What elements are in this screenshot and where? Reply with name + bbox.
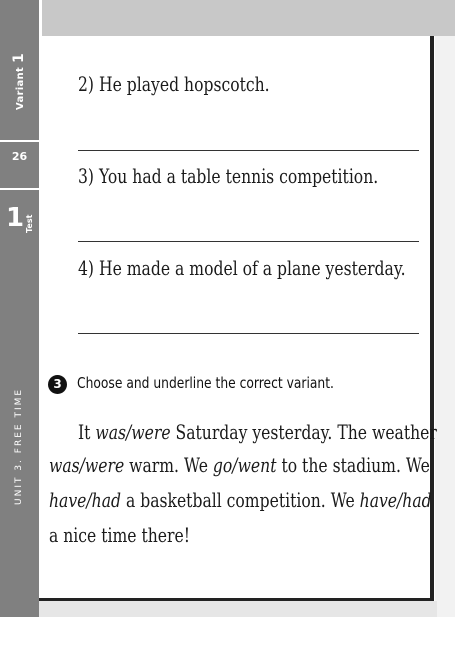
variant-label (6, 38, 32, 138)
exercise-instruction: Choose and underline the correct variant. (77, 374, 334, 392)
answer-line (78, 150, 419, 151)
sentence-2: 2) He played hopscotch. (78, 72, 270, 96)
choice-option: was/were (95, 420, 171, 444)
exercise-text: to the stadium. We (276, 453, 430, 477)
unit-label: UNIT 3. FREE TIME (14, 387, 24, 505)
choice-option: have/had (359, 488, 432, 512)
sidebar-divider (0, 140, 39, 142)
exercise-text: a nice time there! (49, 523, 190, 547)
page-number: 26 (11, 150, 28, 163)
test-label (4, 205, 36, 245)
answer-line (78, 333, 419, 334)
frame-shadow (39, 601, 437, 617)
sidebar-divider (0, 188, 39, 190)
exercise-text: Saturday yesterday. The weather (170, 420, 437, 444)
test-word: Test (25, 214, 34, 233)
sentence-4: 4) He made a model of a plane yesterday. (78, 256, 406, 280)
content-frame (39, 36, 434, 601)
exercise-line (78, 420, 437, 444)
exercise-line (49, 488, 432, 512)
exercise-line (49, 523, 190, 547)
exercise-number-badge: 3 (48, 375, 67, 394)
answer-line (78, 241, 419, 242)
variant-number: 1 (11, 52, 27, 63)
exercise-text: a basketball competition. We (120, 488, 360, 512)
variant-label-text: Variant (15, 66, 26, 110)
frame-shadow (435, 36, 455, 617)
sidebar (0, 0, 39, 617)
choice-option: was/were (49, 453, 125, 477)
top-band (42, 0, 455, 36)
test-number: 1 (6, 203, 25, 233)
exercise-text: warm. We (124, 453, 213, 477)
exercise-line (49, 453, 430, 477)
choice-option: go/went (212, 453, 277, 477)
sentence-3: 3) You had a table tennis competition. (78, 164, 379, 188)
choice-option: have/had (49, 488, 121, 512)
exercise-text: It (78, 420, 96, 444)
